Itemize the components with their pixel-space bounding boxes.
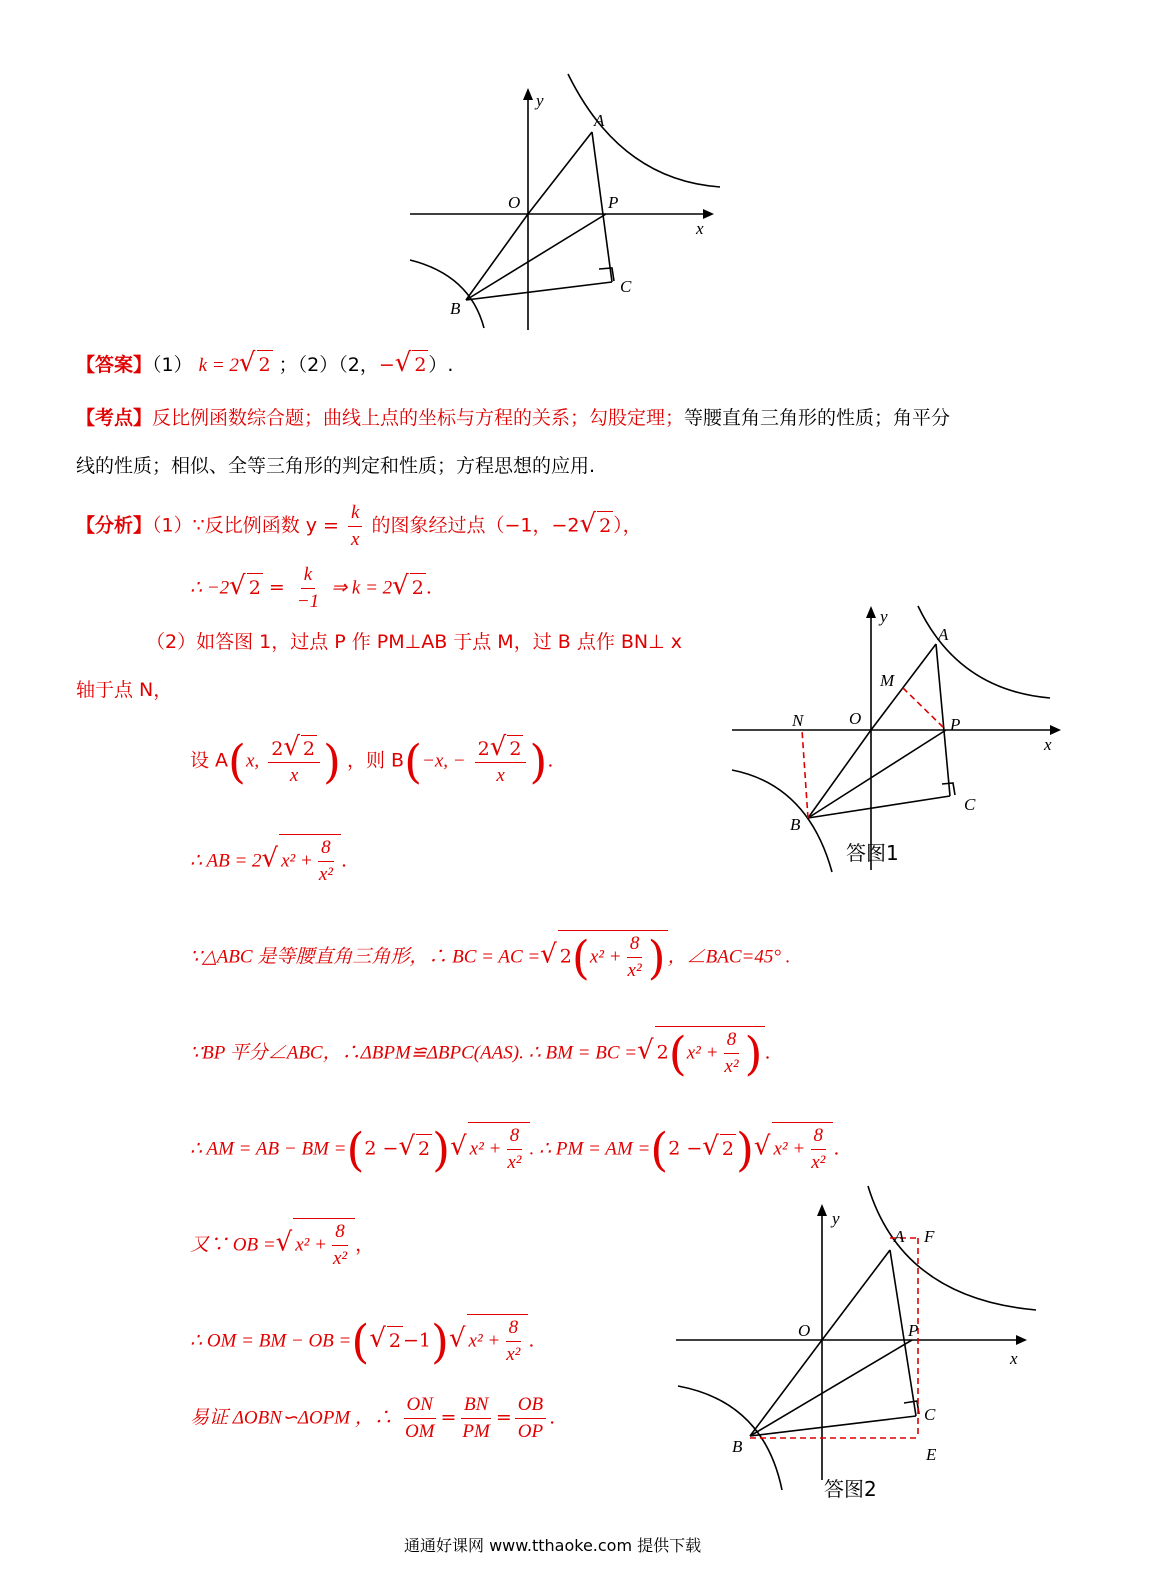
setA-label: 设 A xyxy=(190,749,229,772)
AM-den: x² xyxy=(507,1152,522,1173)
fenxi-p1: （1）∵反比例函数 y = xyxy=(152,514,339,537)
PM-den: x² xyxy=(811,1152,826,1173)
l2-eq: = xyxy=(268,576,285,599)
OM-sqrt: 2 xyxy=(387,1326,403,1355)
AB-label: ∴ AB = 2 xyxy=(190,850,262,872)
fenxi-p2a: （2）如答图 1，过点 P 作 PM⊥AB 于点 M，过 B 点作 BN⊥ x xyxy=(146,631,682,653)
l2-b: ⇒ k = 2 xyxy=(331,577,393,599)
fenxi-setA: 设 A(x, $\frac{2√ 2}{x}$ ) ，则 B(−x, − $\frac{2√ 2}{x}$ ). xyxy=(190,732,554,789)
OB-in: x² + xyxy=(295,1234,327,1256)
fenxi-AM: ∴ AM = AB − BM =(2 −√ 2)√ x² + $\frac{8}{\text{x²}}$ . ∴ PM = AM =(2 −√ 2)√ x² + $\frac{8}{\text{x²}}$ . xyxy=(190,1122,840,1177)
l2-den: −1 xyxy=(296,591,320,612)
f2-label-x: x xyxy=(1010,1349,1018,1368)
OM-end: . xyxy=(528,1329,535,1352)
f1-label-M: M xyxy=(880,671,895,690)
OM-den: x² xyxy=(506,1344,521,1365)
setB-num: 2 xyxy=(477,738,490,760)
f2-label-C: C xyxy=(924,1405,936,1424)
setA-x: x, xyxy=(246,750,260,772)
sim-eq2: = xyxy=(495,1406,512,1429)
BP-two: 2 xyxy=(656,1041,669,1064)
f1-label-N: N xyxy=(792,711,804,730)
answer-part1: （1） xyxy=(152,354,193,376)
BP-aas: (AAS) xyxy=(473,1042,520,1064)
top-label-y: y xyxy=(536,91,544,110)
AM-end: . xyxy=(833,1137,840,1160)
f1-label-O: O xyxy=(849,709,862,728)
setB-x: −x, − xyxy=(422,750,466,772)
top-label-B: B xyxy=(450,299,461,318)
setA-num: 2 xyxy=(271,738,284,760)
BC-label: ∵△ABC 是等腰直角三角形，∴ BC = AC = xyxy=(190,946,541,968)
OM-num: 8 xyxy=(506,1315,522,1342)
answer-tag: 【答案】 xyxy=(76,354,153,376)
setA-den: x xyxy=(289,765,299,786)
AM-sqrt: 2 xyxy=(416,1134,432,1163)
kaodian-line1 xyxy=(76,404,950,432)
BP-label: ∵BP 平分∠ABC，∴ΔBPM≌ΔBPC xyxy=(190,1042,474,1064)
AM-two: 2 − xyxy=(364,1137,399,1160)
answer-neg: − xyxy=(378,354,395,376)
figure-top xyxy=(400,70,740,340)
fenxi-OB: 又∵ OB =√ x² + $\frac{8}{\text{x²}}$ ， xyxy=(190,1218,374,1272)
sim-eq1: = xyxy=(440,1406,457,1429)
OB-den: x² xyxy=(332,1248,348,1269)
fenxi-line2: ∴ −2√ 2 = $\frac{k}{-1}$ ⇒ k = 2√ 2 . xyxy=(190,562,432,615)
l2-num: k xyxy=(301,562,315,589)
sim-OB: OB xyxy=(515,1392,546,1419)
top-label-x: x xyxy=(696,219,704,238)
f1-label-y: y xyxy=(880,607,888,626)
setA-sqrt: 2 xyxy=(301,735,317,762)
kaodian-red1: 反比例函数综合题；曲线上点的 xyxy=(152,407,419,429)
BP-bm: . ∴ BM = BC = xyxy=(519,1042,638,1064)
sim-label: 易证 ΔOBN∽ΔOPM ，∴ xyxy=(190,1407,393,1429)
sim-end: . xyxy=(549,1406,556,1429)
f2-label-P: P xyxy=(908,1321,919,1340)
AM-pm: . ∴ PM = AM = xyxy=(529,1138,651,1160)
kaodian-red2: 坐标与方程的关系；勾股定理； xyxy=(418,407,685,429)
BC-num: 8 xyxy=(627,931,643,958)
fenxi-frac-x: x xyxy=(350,529,360,550)
BP-den: x² xyxy=(724,1056,739,1077)
kaodian-black1: 等腰直角三角形的性质；角平分 xyxy=(684,407,951,429)
fenxi-BC: ∵△ABC 是等腰直角三角形，∴ BC = AC =√ 2(x² + $\frac{8}{\text{x²}}$ ) ，∠BAC=45° . xyxy=(190,930,791,985)
footer-credit: 通通好课网 www.tthaoke.com 提供下载 xyxy=(404,1536,702,1555)
fenxi-sim xyxy=(190,1392,555,1445)
fenxi-line1: 【分析】（1）∵反比例函数 y = $\frac{k}{x}$ 的图象经过点（−1，−2√ 2 ）， xyxy=(76,500,642,553)
f2-label-E: E xyxy=(926,1445,937,1464)
answer-line: 【答案】（1） k = 2√ 2 ；（2）（2，−√ 2 ）. xyxy=(76,348,454,378)
answer-sqrt: 2 xyxy=(257,350,273,379)
answer-end: ）. xyxy=(428,354,454,376)
fenxi-AB: ∴ AB = 2√ x² + $\frac{8}{\text{x²}}$ . xyxy=(190,834,347,888)
l2-a: ∴ −2 xyxy=(190,577,230,599)
f2-label-A: A xyxy=(894,1227,905,1246)
top-label-A: A xyxy=(594,111,605,130)
OM-in: x² + xyxy=(468,1330,501,1352)
fenxi-OM: ∴ OM = BM − OB =(√ 2 −1)√ x² + $\frac{8}{\text{x²}}$ . xyxy=(190,1314,535,1369)
f1-label-B: B xyxy=(790,815,801,834)
OB-num: 8 xyxy=(332,1219,348,1246)
BC-two: 2 xyxy=(559,945,572,968)
fenxi-sqrt: 2 xyxy=(597,511,613,540)
setB-den: x xyxy=(496,765,505,786)
fenxi-frac-k: k xyxy=(348,500,362,527)
AM-num: 8 xyxy=(507,1123,523,1150)
top-label-P: P xyxy=(608,193,619,212)
AM-in: x² + xyxy=(469,1138,502,1160)
fenxi-tag: 【分析】 xyxy=(76,514,153,537)
setB-dot: . xyxy=(547,749,554,772)
AB-den: x² xyxy=(318,864,333,885)
OM-minus: −1 xyxy=(403,1329,432,1352)
BC-in: x² + xyxy=(589,946,622,968)
top-label-O: O xyxy=(508,193,521,212)
f1-label-x: x xyxy=(1044,735,1052,754)
PM-two: 2 − xyxy=(668,1137,703,1160)
f2-label-F: F xyxy=(924,1227,935,1246)
f1-label-C: C xyxy=(964,795,976,814)
l2-sqrt2: 2 xyxy=(410,573,426,602)
figure-1 xyxy=(728,600,1068,880)
PM-in: x² + xyxy=(773,1138,806,1160)
figure1-caption: 答图1 xyxy=(846,841,899,865)
sim-PM: PM xyxy=(462,1421,490,1442)
AM-label: ∴ AM = AB − BM = xyxy=(190,1138,347,1160)
figure-2 xyxy=(672,1180,1042,1510)
OB-label: 又∵ OB = xyxy=(190,1234,276,1256)
kaodian-tag: 【考点】 xyxy=(76,407,153,429)
setB-sqrt: 2 xyxy=(507,735,523,762)
sim-BN: BN xyxy=(461,1392,491,1419)
f2-label-B: B xyxy=(732,1437,743,1456)
f1-label-A: A xyxy=(938,625,949,644)
PM-num: 8 xyxy=(811,1123,827,1150)
BC-den: x² xyxy=(627,960,642,981)
fenxi-p2b: 轴于点 N， xyxy=(76,679,173,701)
fenxi-BP: ∵BP 平分∠ABC，∴ΔBPM≌ΔBPC(AAS). ∴ BM = BC =√ 2(x² + $\frac{8}{\text{x²}}$ ) . xyxy=(190,1026,771,1081)
answer-part2: ；（2）（2， xyxy=(278,354,379,376)
kaodian-line2: 线的性质；相似、全等三角形的判定和性质；方程思想的应用. xyxy=(76,455,596,477)
setB-label: ，则 B xyxy=(347,749,405,772)
fenxi-after: 的图象经过点（−1，−2 xyxy=(371,514,580,537)
sim-OP: OP xyxy=(517,1421,544,1442)
answer-k: k = 2 xyxy=(198,355,239,376)
BC-end: ，∠BAC=45° . xyxy=(667,946,791,968)
OM-label: ∴ OM = BM − OB = xyxy=(190,1330,352,1352)
AB-num: 8 xyxy=(318,835,334,862)
l2-sqrt: 2 xyxy=(247,573,263,602)
fenxi-close: ）， xyxy=(613,514,642,537)
OB-end: ， xyxy=(355,1233,375,1256)
f2-label-y: y xyxy=(832,1209,840,1228)
sim-ON: ON xyxy=(404,1392,436,1419)
AB-end: . xyxy=(340,849,347,872)
figure2-caption: 答图2 xyxy=(824,1477,877,1501)
sim-OM: OM xyxy=(404,1421,435,1442)
f1-label-P: P xyxy=(950,715,961,734)
f2-label-O: O xyxy=(798,1321,811,1340)
AB-in: x² + xyxy=(281,850,313,872)
BP-in: x² + xyxy=(686,1042,719,1064)
top-label-C: C xyxy=(620,277,632,296)
answer-sqrt2: 2 xyxy=(412,350,428,379)
BP-end: . xyxy=(764,1041,771,1064)
l2-end: . xyxy=(425,576,432,599)
BP-num: 8 xyxy=(724,1027,740,1054)
PM-sqrt: 2 xyxy=(720,1134,736,1163)
